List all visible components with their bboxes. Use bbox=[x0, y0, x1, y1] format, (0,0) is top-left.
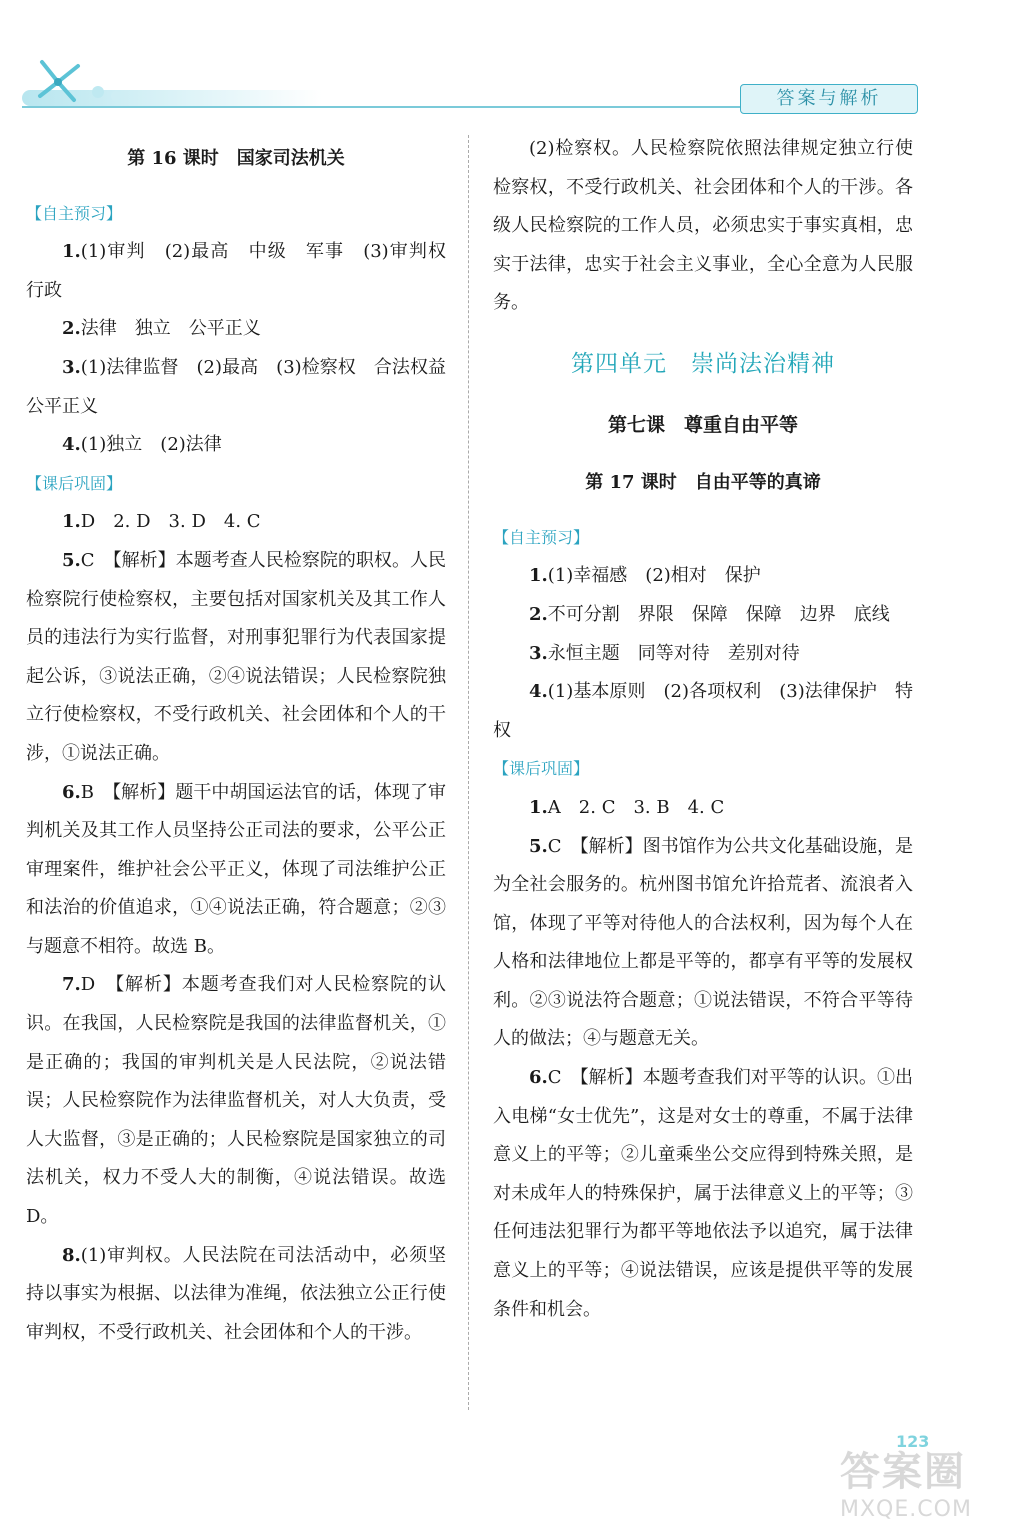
answer-text: C 【解析】图书馆作为公共文化基础设施，是为全社会服务的。杭州图书馆允许拾荒者、流浪者入馆，体现了平等对待他人的合法权利，因为每个人在人格和法律地位上都是平等的，都享有平等的发展权利。②③说法符合题意；①说法错误，不符合平等待人的做法；④与题意无关。 bbox=[493, 835, 913, 1050]
section-heading: 【课后巩固】 bbox=[26, 473, 123, 493]
answer-text: (1)幸福感 (2)相对 保护 bbox=[547, 565, 761, 587]
answer-paragraph bbox=[493, 130, 913, 323]
header-label: 答案与解析 bbox=[740, 84, 918, 114]
answer-paragraph bbox=[26, 503, 446, 542]
watermark-line1: 答案圈 bbox=[840, 1449, 966, 1495]
answer-number: 6. bbox=[62, 781, 81, 803]
answer-number: 4. bbox=[529, 681, 548, 703]
answer-paragraph bbox=[26, 966, 446, 1236]
answer-number: 1. bbox=[529, 565, 548, 587]
lesson-title: 第 16 课时 国家司法机关 bbox=[127, 148, 345, 169]
answer-paragraph bbox=[493, 828, 913, 1060]
lesson-title: 第 17 课时 自由平等的真谛 bbox=[585, 472, 821, 494]
answer-text: (1)基本原则 (2)各项权利 (3)法律保护 特权 bbox=[493, 681, 913, 741]
answer-text: A 2. C 3. B 4. C bbox=[547, 796, 725, 818]
answer-paragraph bbox=[493, 596, 913, 635]
answer-number: 8. bbox=[62, 1244, 81, 1266]
windmill-icon bbox=[28, 52, 138, 112]
answer-paragraph bbox=[26, 310, 446, 349]
answer-number: 6. bbox=[529, 1067, 548, 1089]
answer-number: 5. bbox=[62, 549, 81, 571]
answer-number: 7. bbox=[62, 974, 81, 996]
answer-paragraph bbox=[493, 635, 913, 674]
answer-number: 4. bbox=[62, 434, 81, 456]
watermark-line2: MXQE.COM bbox=[840, 1497, 972, 1522]
left-column bbox=[26, 130, 464, 1352]
answer-text: (2)检察权。人民检察院依照法律规定独立行使检察权，不受行政机关、社会团体和个人的干涉。各级人民检察院的工作人员，必须忠实于事实真相，忠实于法律，忠实于社会主义事业，全心全意为人民服务。 bbox=[493, 138, 913, 314]
answer-paragraph bbox=[26, 1237, 446, 1353]
answer-number: 1. bbox=[529, 796, 548, 818]
answer-text: (1)独立 (2)法律 bbox=[80, 434, 222, 456]
answer-paragraph bbox=[26, 349, 464, 426]
section-heading: 【课后巩固】 bbox=[493, 759, 590, 779]
answer-paragraph bbox=[26, 774, 446, 967]
answer-text: 永恒主题 同等对待 差别对待 bbox=[547, 642, 800, 664]
column-divider bbox=[468, 135, 469, 1410]
header-rule bbox=[22, 106, 740, 108]
page-header bbox=[0, 0, 1012, 130]
answer-paragraph bbox=[26, 542, 446, 774]
answer-number: 1. bbox=[62, 241, 81, 263]
chapter-title: 第七课 尊重自由平等 bbox=[607, 413, 798, 436]
answer-text: B 【解析】题干中胡国运法官的话，体现了审判机关及其工作人员坚持公正司法的要求，公平公正审理案件，维护社会公平正义，体现了司法维护公正和法治的价值追求，①④说法正确，符合题意；②③与题意不相符。故选 B。 bbox=[26, 781, 446, 957]
answer-text: D 2. D 3. D 4. C bbox=[80, 511, 261, 533]
answer-text: 法律 独立 公平正义 bbox=[80, 318, 261, 340]
answer-number: 5. bbox=[529, 835, 548, 857]
answer-paragraph bbox=[26, 233, 464, 310]
answer-text: (1)审判 (2)最高 中级 军事 (3)审判权 行政 bbox=[26, 241, 464, 301]
answer-text: C 【解析】本题考查我们对平等的认识。①出入电梯“女士优先”，这是对女士的尊重，不属于法律意义上的平等；②儿童乘坐公交应得到特殊关照，是对未成年人的特殊保护，属于法律意义上的平等；③任何违法犯罪行为都平等地依法予以追究，属于法律意义上的平等；④说法错误，应该是提供平等的发展条件和机会。 bbox=[493, 1067, 913, 1320]
answer-text: 不可分割 界限 保障 保障 边界 底线 bbox=[547, 603, 890, 625]
answer-text: (1)法律监督 (2)最高 (3)检察权 合法权益 公平正义 bbox=[26, 356, 464, 417]
answer-paragraph bbox=[493, 1059, 913, 1329]
section-heading: 【自主预习】 bbox=[493, 527, 590, 547]
answer-text: C 【解析】本题考查人民检察院的职权。人民检察院行使检察权，主要包括对国家机关及其工作人员的违法行为实行监督，对刑事犯罪行为代表国家提起公诉，③说法正确，②④说法错误；人民检察院独立行使检察权，不受行政机关、社会团体和个人的干涉，①说法正确。 bbox=[26, 549, 446, 764]
answer-paragraph bbox=[493, 673, 913, 750]
answer-number: 1. bbox=[62, 511, 81, 533]
answer-text: D 【解析】本题考查我们对人民检察院的认识。在我国，人民检察院是我国的法律监督机关，①是正确的；我国的审判机关是人民法院，②说法错误；人民检察院作为法律监督机关，对人大负责，受人大监督，③是正确的；人民检察院是国家独立的司法机关，权力不受人大的制衡，④说法错误。故选 D。 bbox=[26, 974, 446, 1228]
page-number: 123 bbox=[896, 1432, 930, 1451]
right-column bbox=[493, 130, 913, 1329]
answer-number: 3. bbox=[529, 642, 548, 664]
answer-number: 3. bbox=[62, 356, 81, 378]
watermark-logo bbox=[840, 1440, 1000, 1530]
answer-text: (1)审判权。人民法院在司法活动中，必须坚持以事实为根据、以法律为准绳，依法独立公正行使审判权，不受行政机关、社会团体和个人的干涉。 bbox=[26, 1244, 446, 1343]
answer-number: 2. bbox=[62, 318, 81, 340]
answer-paragraph bbox=[493, 557, 913, 596]
answer-paragraph bbox=[26, 426, 446, 465]
answer-paragraph bbox=[493, 789, 913, 828]
unit-title: 第四单元 崇尚法治精神 bbox=[571, 350, 835, 377]
section-heading: 【自主预习】 bbox=[26, 203, 123, 223]
answer-number: 2. bbox=[529, 603, 548, 625]
